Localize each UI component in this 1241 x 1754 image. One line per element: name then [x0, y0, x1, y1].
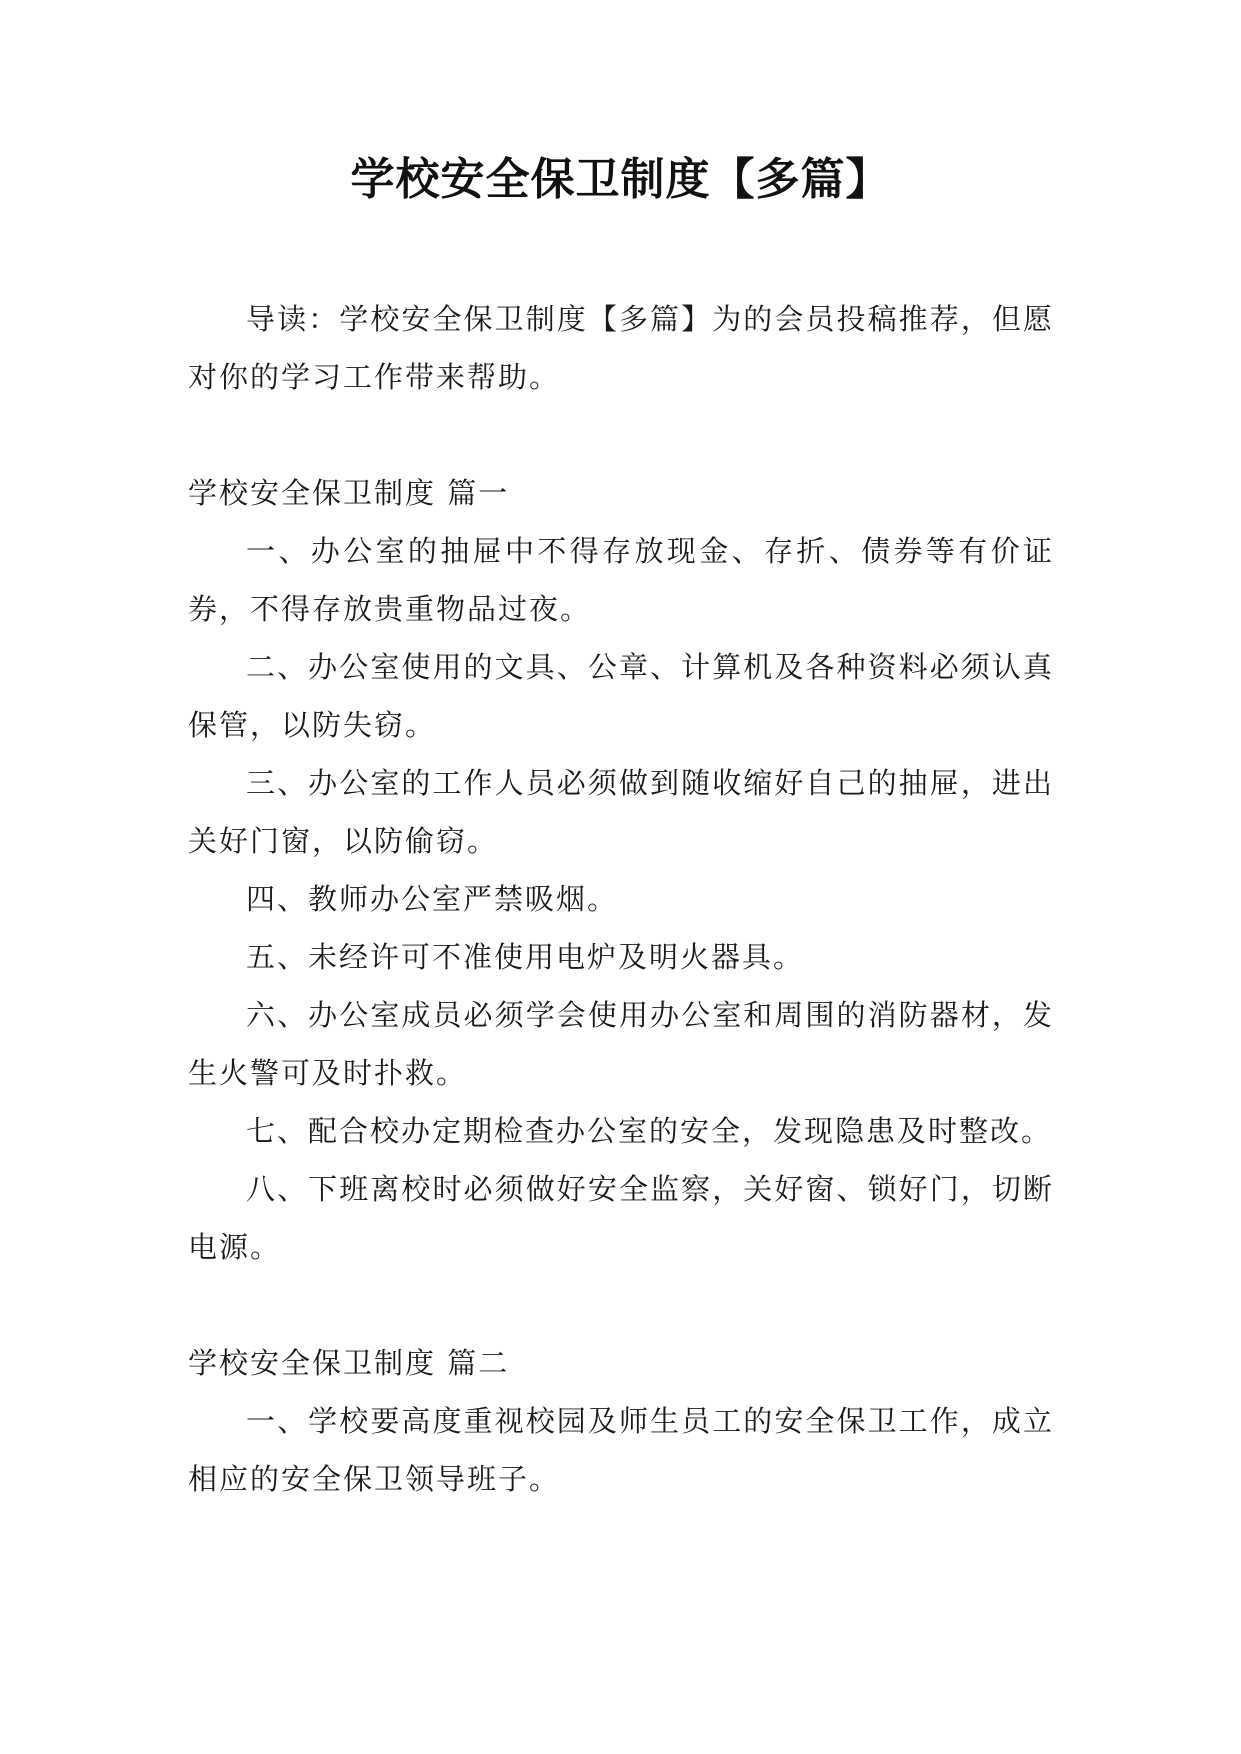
section1-item-1: 一、办公室的抽屉中不得存放现金、存折、债券等有价证券，不得存放贵重物品过夜。	[188, 534, 1054, 626]
section1-item-4: 四、教师办公室严禁吸烟。	[246, 882, 619, 916]
spacer	[188, 406, 1054, 464]
spacer	[188, 1276, 1054, 1334]
document-body	[188, 290, 1054, 1508]
section2-item-1: 一、学校要高度重视校园及师生员工的安全保卫工作，成立相应的安全保卫领导班子。	[188, 1404, 1054, 1496]
document-title: 学校安全保卫制度【多篇】	[350, 154, 891, 205]
section1-item-3: 三、办公室的工作人员必须做到随收缩好自己的抽屉，进出关好门窗，以防偷窃。	[188, 766, 1054, 858]
section1-item-6: 六、办公室成员必须学会使用办公室和周围的消防器材，发生火警可及时扑救。	[188, 998, 1054, 1090]
section-heading-2: 学校安全保卫制度 篇二	[188, 1346, 510, 1380]
section-heading-1: 学校安全保卫制度 篇一	[188, 476, 510, 510]
intro-paragraph: 导读：学校安全保卫制度【多篇】为的会员投稿推荐，但愿对你的学习工作带来帮助。	[188, 302, 1054, 394]
section1-item-2: 二、办公室使用的文具、公章、计算机及各种资料必须认真保管，以防失窃。	[188, 650, 1054, 742]
section1-item-8: 八、下班离校时必须做好安全监察，关好窗、锁好门，切断电源。	[188, 1172, 1054, 1264]
section1-item-7: 七、配合校办定期检查办公室的安全，发现隐患及时整改。	[246, 1114, 1053, 1148]
section1-item-5: 五、未经许可不准使用电炉及明火器具。	[246, 940, 805, 974]
